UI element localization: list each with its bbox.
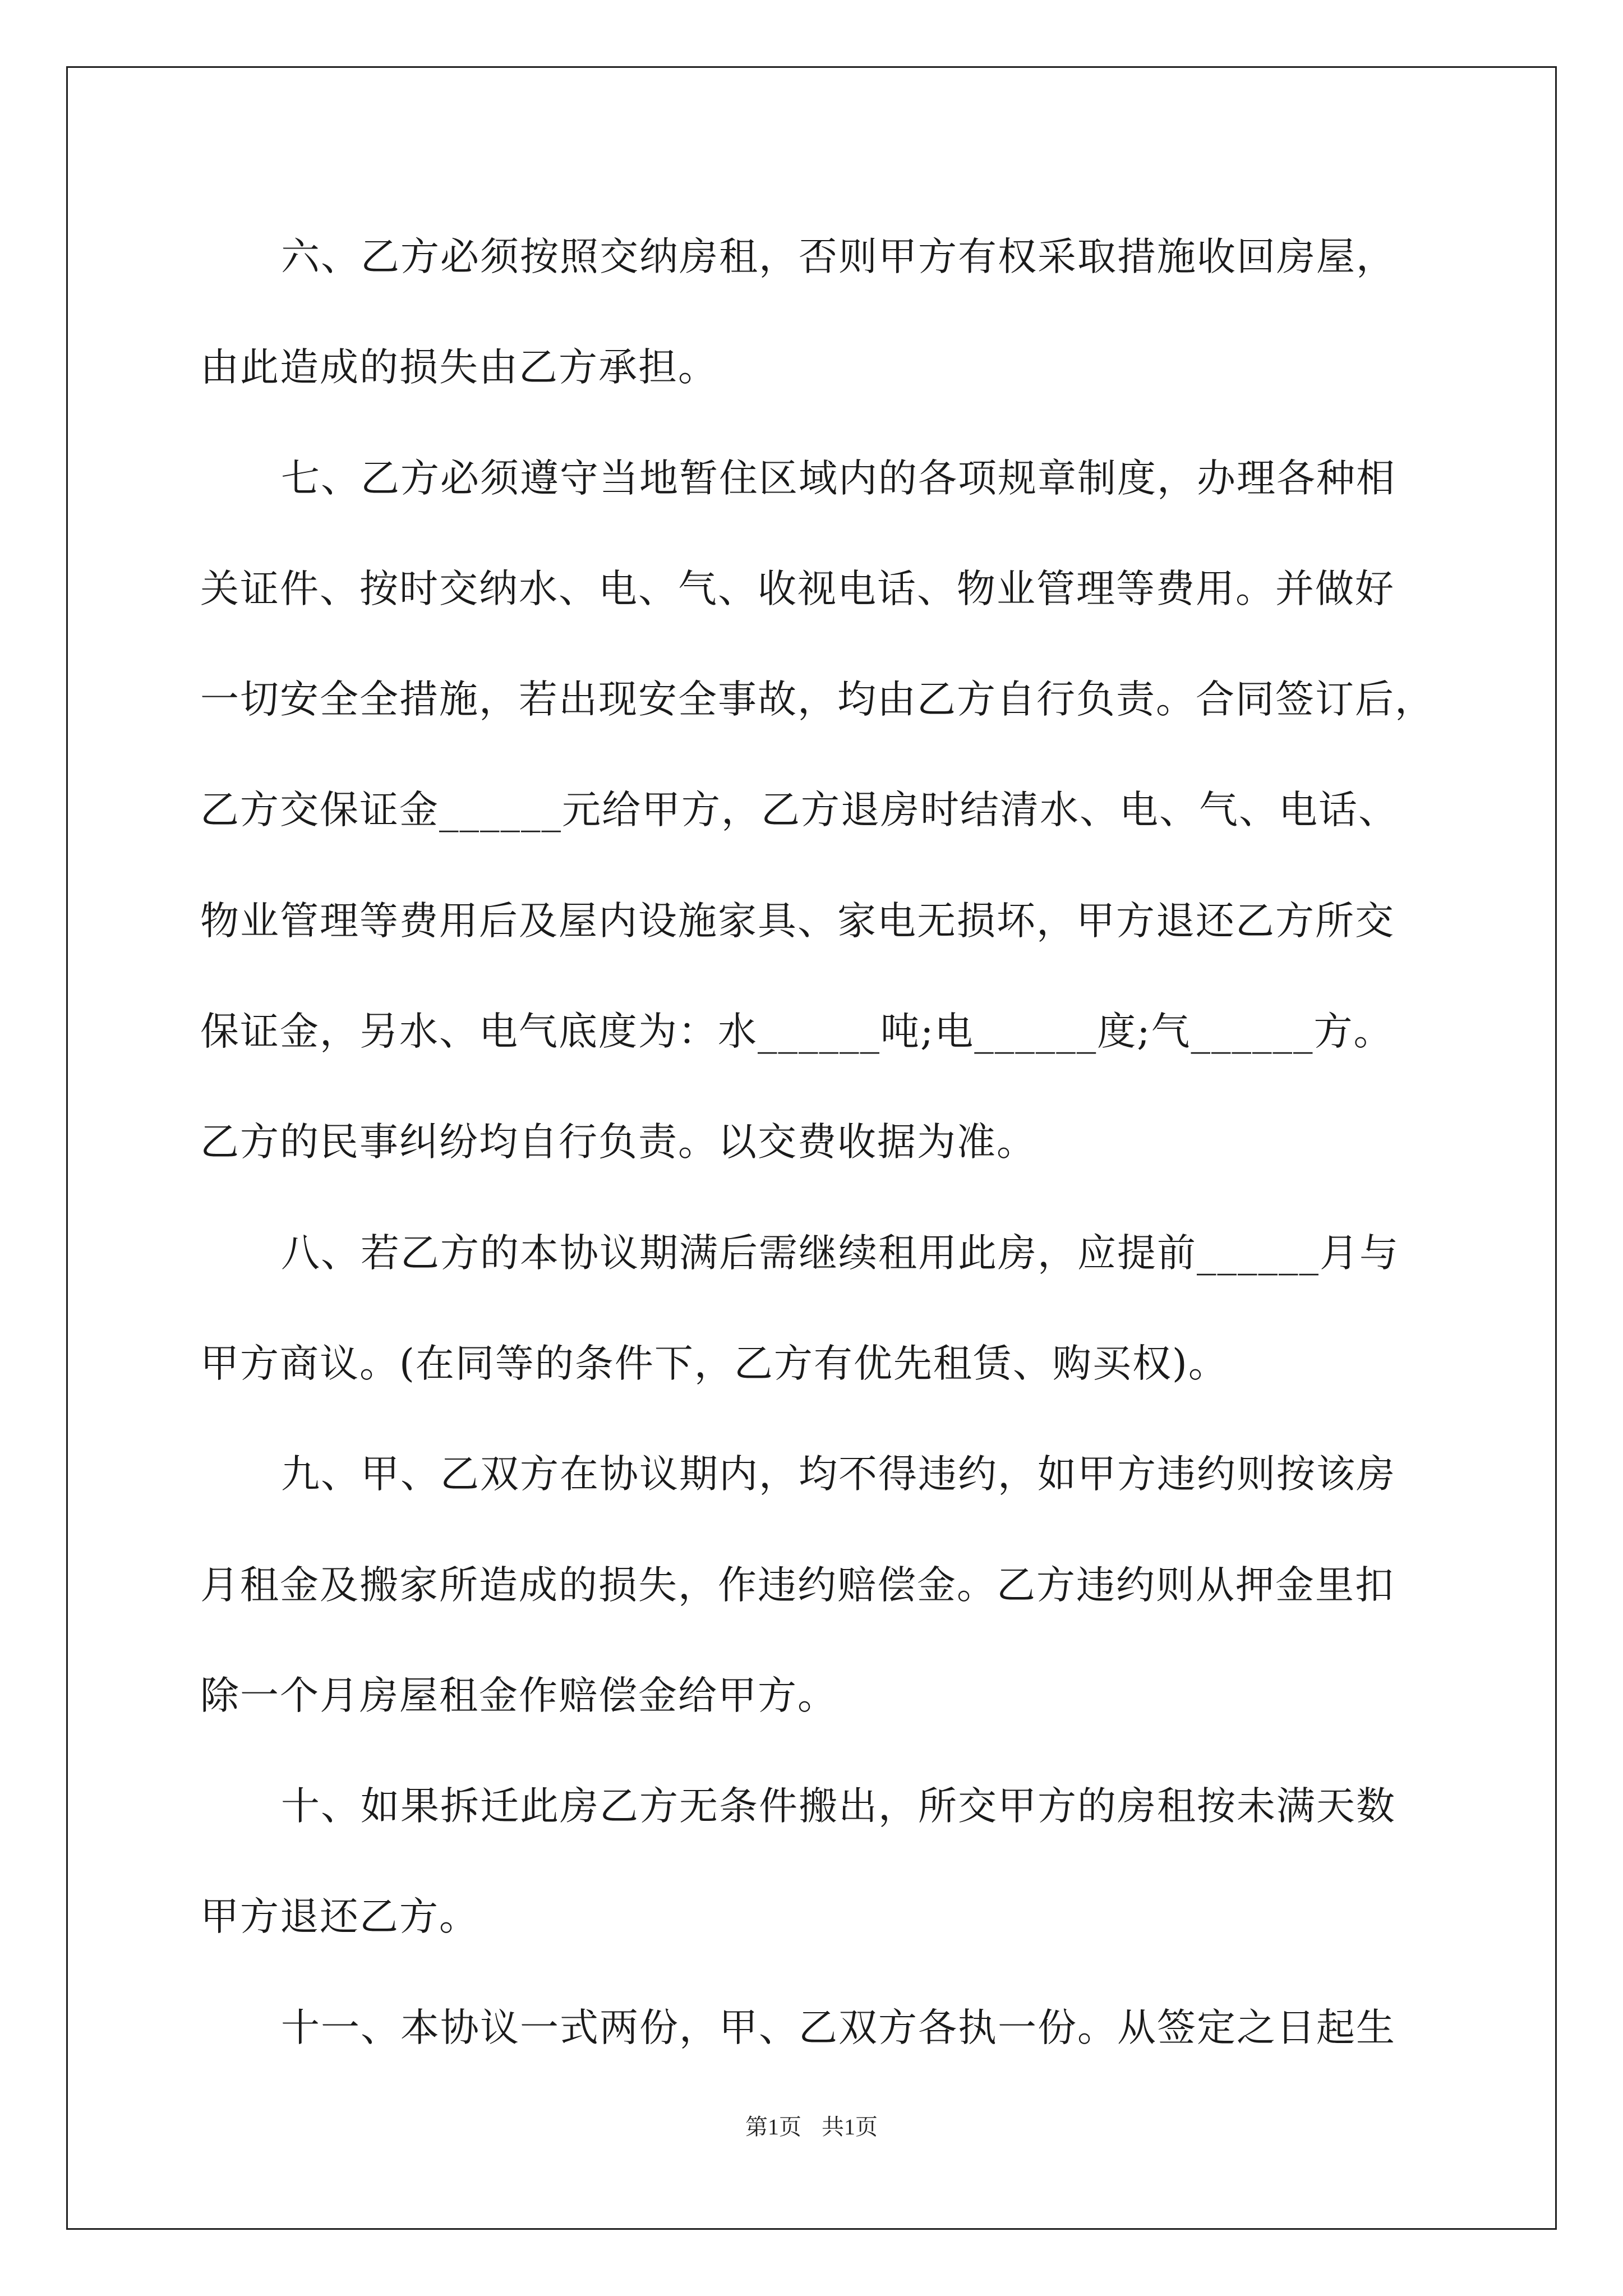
- paragraph-7-line-3: 一切安全全措施，若出现安全事故，均由乙方自行负责。合同签订后，: [200, 677, 1435, 723]
- paragraph-6-line-1: 六、乙方必须按照交纳房租，否则甲方有权采取措施收回房屋，: [281, 234, 1396, 279]
- document-body: [200, 202, 1473, 2083]
- paragraph-9-line-3: 除一个月房屋租金作赔偿金给甲方。: [200, 1673, 837, 1718]
- paragraph-8-line-2: 甲方商议。(在同等的条件下，乙方有优先租赁、购买权)。: [200, 1341, 1228, 1386]
- paragraph-7-line-5: 物业管理等费用后及屋内设施家具、家电无损坏，甲方退还乙方所交: [200, 898, 1395, 944]
- paragraph-9-line-1: 九、甲、乙双方在协议期内，均不得违约，如甲方违约则按该房: [281, 1452, 1396, 1497]
- paragraph-7-line-4: 乙方交保证金______元给甲方，乙方退房时结清水、电、气、电话、: [200, 788, 1398, 833]
- paragraph-8-line-1: 八、若乙方的本协议期满后需继续租用此房，应提前______月与: [281, 1230, 1399, 1276]
- paragraph-7-line-2: 关证件、按时交纳水、电、气、收视电话、物业管理等费用。并做好: [200, 566, 1395, 611]
- paragraph-6-line-2: 由此造成的损失由乙方承担。: [200, 345, 718, 390]
- page-number-total: 共1页: [822, 2114, 878, 2139]
- page-number-current: 第1页: [745, 2114, 801, 2139]
- page-footer: [0, 2109, 1623, 2141]
- paragraph-7-line-1: 七、乙方必须遵守当地暂住区域内的各项规章制度，办理各种相: [281, 455, 1396, 501]
- paragraph-10-line-2: 甲方退还乙方。: [200, 1894, 479, 1940]
- paragraph-7-line-6: 保证金，另水、电气底度为：水______吨;电______度;气______方。: [200, 1009, 1394, 1055]
- paragraph-9-line-2: 月租金及搬家所造成的损失，作违约赔偿金。乙方违约则从押金里扣: [200, 1562, 1395, 1608]
- paragraph-10-line-1: 十、如果拆迁此房乙方无条件搬出，所交甲方的房租按未满天数: [281, 1784, 1396, 1829]
- paragraph-7-line-7: 乙方的民事纠纷均自行负责。以交费收据为准。: [200, 1120, 1036, 1165]
- paragraph-11-line-1: 十一、本协议一式两份，甲、乙双方各执一份。从签定之日起生: [281, 2005, 1396, 2050]
